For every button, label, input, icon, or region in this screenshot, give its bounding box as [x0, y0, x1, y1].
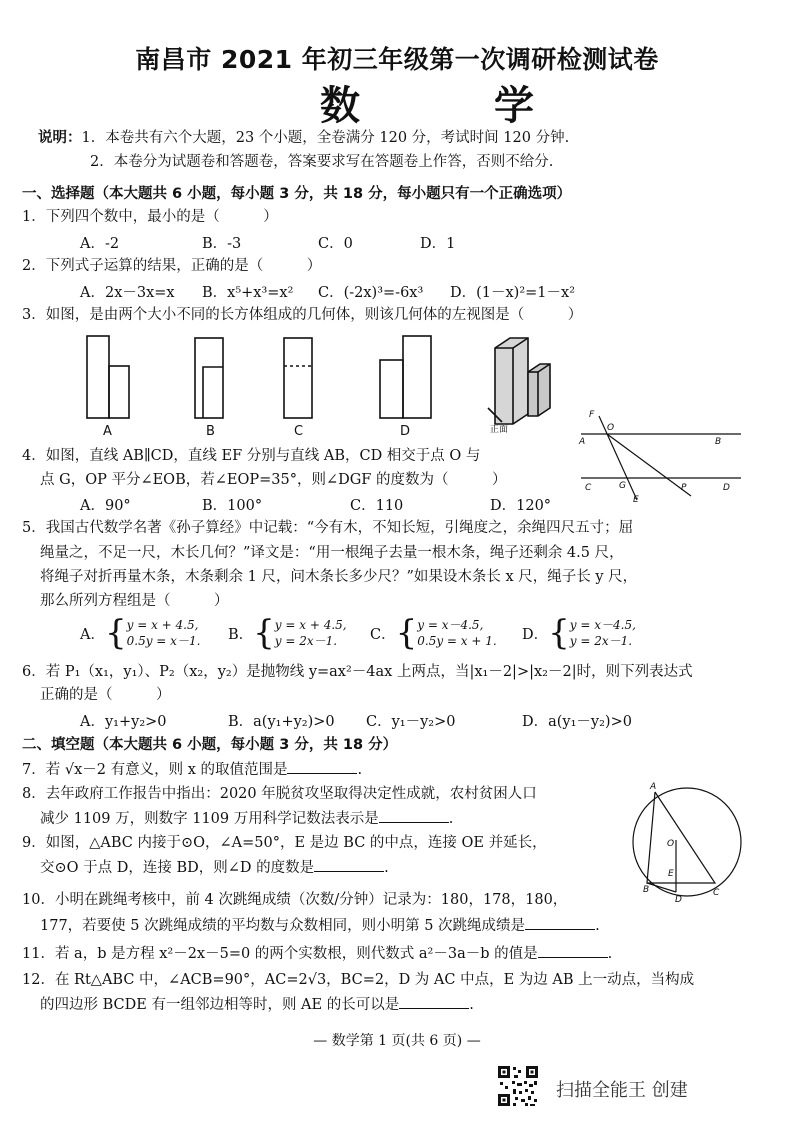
q5-option-d-brace: {	[548, 613, 570, 653]
q2-option-d: D．(1－x)²=1－x²	[450, 285, 576, 301]
point-b-q9: B	[643, 885, 650, 895]
q5-option-a-brace: {	[104, 613, 127, 653]
q8-line2: 减少 1109 万，则数字 1109 万用科学记数法表示是 .	[40, 808, 453, 829]
triangle-abc	[647, 792, 715, 883]
q5-option-c-label: C．	[370, 626, 396, 643]
view-label-a: A	[103, 424, 112, 439]
q9-line2: 交⊙O 于点 D，连接 BD，则∠D 的度数是 .	[40, 857, 389, 878]
q5-d-eq1: y = x－4.5,	[569, 618, 636, 632]
view-c-outer	[284, 338, 312, 418]
scanner-watermark: 扫描全能王 创建	[556, 1080, 688, 1101]
point-b: B	[715, 437, 722, 447]
section2-heading: 二、填空题（本大题共 6 小题，每小题 3 分，共 18 分）	[22, 737, 398, 753]
view-d-short	[380, 360, 403, 418]
q7-answer-blank	[287, 759, 357, 774]
point-d-q9: D	[675, 895, 682, 905]
q10-line1: 10．小明在跳绳考核中，前 4 次跳绳成绩（次数/分钟）记录为：180，178，180，	[22, 892, 568, 908]
q5-c-eq1: y = x－4.5,	[417, 618, 484, 632]
q11-answer-blank	[538, 943, 608, 958]
q9-text: 交⊙O 于点 D，连接 BD，则∠D 的度数是	[40, 860, 315, 876]
q4-option-b: B．100°	[202, 498, 263, 514]
view-b-inner	[203, 367, 223, 418]
q4-parallel-lines-figure	[575, 408, 745, 504]
q5-a-eq1: y = x + 4.5,	[126, 618, 199, 632]
q9-circle-figure	[625, 780, 750, 905]
q1-stem: 1．下列四个数中，最小的是（ ）	[22, 209, 278, 225]
q5-option-b-label: B．	[228, 626, 254, 643]
q9-line1: 9．如图，△ABC 内接于⊙O，∠A=50°，E 是边 BC 的中点，连接 OE 并延长，	[22, 835, 547, 851]
view-label-d: D	[400, 424, 411, 439]
notes-label: 说明：	[38, 130, 82, 146]
q10-answer-blank	[525, 915, 595, 930]
q1-option-a: A．-2	[80, 236, 120, 252]
point-o-q9: O	[667, 839, 675, 849]
q5-a-eq2: 0.5y = x－1.	[126, 634, 201, 648]
q12-line2: 的四边形 BCDE 有一组邻边相等时，则 AE 的长可以是 .	[40, 994, 474, 1015]
qr-code-icon	[496, 1064, 540, 1108]
q3-views-figure	[70, 330, 650, 440]
line-bd	[647, 883, 676, 892]
q10-text: 177，若要使 5 次跳绳成绩的平均数与众数相同，则小明第 5 次跳绳成绩是	[40, 918, 526, 934]
page-footer: — 数学第 1 页(共 6 页) —	[313, 1033, 481, 1049]
q5-c-eq2: 0.5y = x + 1.	[417, 634, 497, 648]
point-e-q9: E	[668, 869, 674, 879]
notes-line-1	[38, 128, 569, 148]
q5-b-eq2: y = 2x－1.	[274, 634, 338, 648]
q5-line4: 那么所列方程组是（ ）	[40, 593, 229, 609]
q6-line1: 6．若 P₁（x₁，y₁）、P₂（x₂，y₂）是抛物线 y=ax²－4ax 上两点，当|x₁－2|>|x₂－2|时，则下列表达式	[22, 664, 693, 680]
q12-answer-blank	[399, 994, 469, 1009]
q5-option-c	[370, 613, 497, 653]
q6-option-b: B．a(y₁+y₂)>0	[228, 714, 335, 730]
q1-option-d: D．1	[420, 236, 456, 252]
q7-text: 7．若 √x－2 有意义，则 x 的取值范围是	[22, 762, 288, 778]
q5-d-eq2: y = 2x－1.	[569, 634, 633, 648]
q8-text: 减少 1109 万，则数字 1109 万用科学记数法表示是	[40, 811, 379, 827]
q10-line2: 177，若要使 5 次跳绳成绩的平均数与众数相同，则小明第 5 次跳绳成绩是 .	[40, 915, 600, 936]
q6-option-d: D．a(y₁－y₂)>0	[522, 714, 632, 730]
q8-answer-blank	[379, 808, 449, 823]
point-o: O	[607, 423, 615, 433]
q3-stem: 3．如图，是由两个大小不同的长方体组成的几何体，则该几何体的左视图是（ ）	[22, 307, 583, 323]
q2-option-a: A．2x－3x=x	[80, 285, 175, 301]
section1-heading: 一、选择题（本大题共 6 小题，每小题 3 分，共 18 分，每小题只有一个正确选项）	[22, 186, 572, 202]
point-c-q9: C	[713, 888, 720, 898]
q9-answer-blank	[314, 857, 384, 872]
q5-option-d	[522, 613, 636, 653]
subject-title: 数 学	[320, 83, 594, 129]
view-label-b: B	[206, 424, 215, 439]
q4-option-c: C．110	[350, 498, 404, 514]
view-a-short	[109, 366, 129, 418]
view-d-tall	[403, 336, 431, 418]
view-label-c: C	[294, 424, 304, 439]
point-g: G	[619, 481, 626, 491]
q5-line1: 5．我国古代数学名著《孙子算经》中记载：“今有木，不知长短，引绳度之，余绳四尺五寸；屈	[22, 520, 634, 536]
q5-option-b	[228, 613, 347, 653]
front-label: 正面	[490, 425, 509, 435]
note-2: 2．本卷分为试题卷和答题卷，答案要求写在答题卷上作答，否则不给分.	[90, 154, 554, 170]
q12-text: 的四边形 BCDE 有一组邻边相等时，则 AE 的长可以是	[40, 997, 400, 1013]
q5-line3: 将绳子对折再量木条，木条剩余 1 尺，问木条长多少尺？”如果设木条长 x 尺，绳子长 y 尺，	[40, 569, 638, 585]
view-a-tall	[87, 336, 109, 418]
q11-text: 11．若 a，b 是方程 x²－2x－5=0 的两个实数根，则代数式 a²－3a－b 的值是	[22, 946, 538, 962]
q4-line1: 4．如图，直线 AB∥CD，直线 EF 分别与直线 AB，CD 相交于点 O 与	[22, 448, 481, 464]
point-d: D	[723, 483, 730, 493]
point-p: P	[681, 483, 687, 493]
q1-option-b: B．-3	[202, 236, 242, 252]
q5-option-c-brace: {	[395, 613, 418, 653]
point-a-q9: A	[650, 782, 657, 792]
q5-option-a-label: A．	[80, 626, 105, 643]
q5-b-eq1: y = x + 4.5,	[274, 618, 347, 632]
note-1: 1．本卷共有六个大题，23 个小题，全卷满分 120 分，考试时间 120 分钟.	[81, 130, 570, 146]
q2-option-b: B．x⁵+x³=x²	[202, 285, 294, 301]
solid-tall-prism	[495, 338, 528, 424]
q4-option-d: D．120°	[490, 498, 552, 514]
q5-option-b-brace: {	[253, 613, 275, 653]
point-e: E	[633, 495, 639, 504]
q11: 11．若 a，b 是方程 x²－2x－5=0 的两个实数根，则代数式 a²－3a－b 的值是 .	[22, 943, 612, 964]
q5-option-d-label: D．	[522, 626, 549, 643]
q2-option-c: C．(-2x)³=-6x³	[318, 285, 424, 301]
q7: 7．若 √x－2 有意义，则 x 的取值范围是 .	[22, 759, 362, 780]
q4-line2: 点 G，OP 平分∠EOB，若∠EOP=35°，则∠DGF 的度数为（ ）	[40, 472, 507, 488]
q2-stem: 2．下列式子运算的结果，正确的是（ ）	[22, 258, 322, 274]
q6-option-c: C．y₁－y₂>0	[366, 714, 456, 730]
q5-option-a	[80, 613, 201, 653]
circle-o	[633, 788, 741, 896]
point-a: A	[579, 437, 586, 447]
exam-title: 南昌市 2021 年初三年级第一次调研检测试卷	[135, 45, 659, 74]
q5-line2: 绳量之，不足一尺，木长几何？”译文是：“用一根绳子去量一根木条，绳子还剩余 4.5 尺，	[40, 545, 624, 561]
q8-line1: 8．去年政府工作报告中指出：2020 年脱贫攻坚取得决定性成就，农村贫困人口	[22, 786, 537, 802]
q6-option-a: A．y₁+y₂>0	[80, 714, 167, 730]
q12-line1: 12．在 Rt△ABC 中，∠ACB=90°，AC=2√3，BC=2，D 为 AC 中点，E 为边 AB 上一动点，当构成	[22, 972, 695, 988]
point-f: F	[589, 410, 595, 420]
q4-option-a: A．90°	[80, 498, 131, 514]
q6-line2: 正确的是（ ）	[40, 687, 171, 703]
line-ef	[599, 416, 637, 500]
view-b-outer	[195, 338, 223, 418]
q1-option-c: C．0	[318, 236, 353, 252]
point-c: C	[585, 483, 592, 493]
